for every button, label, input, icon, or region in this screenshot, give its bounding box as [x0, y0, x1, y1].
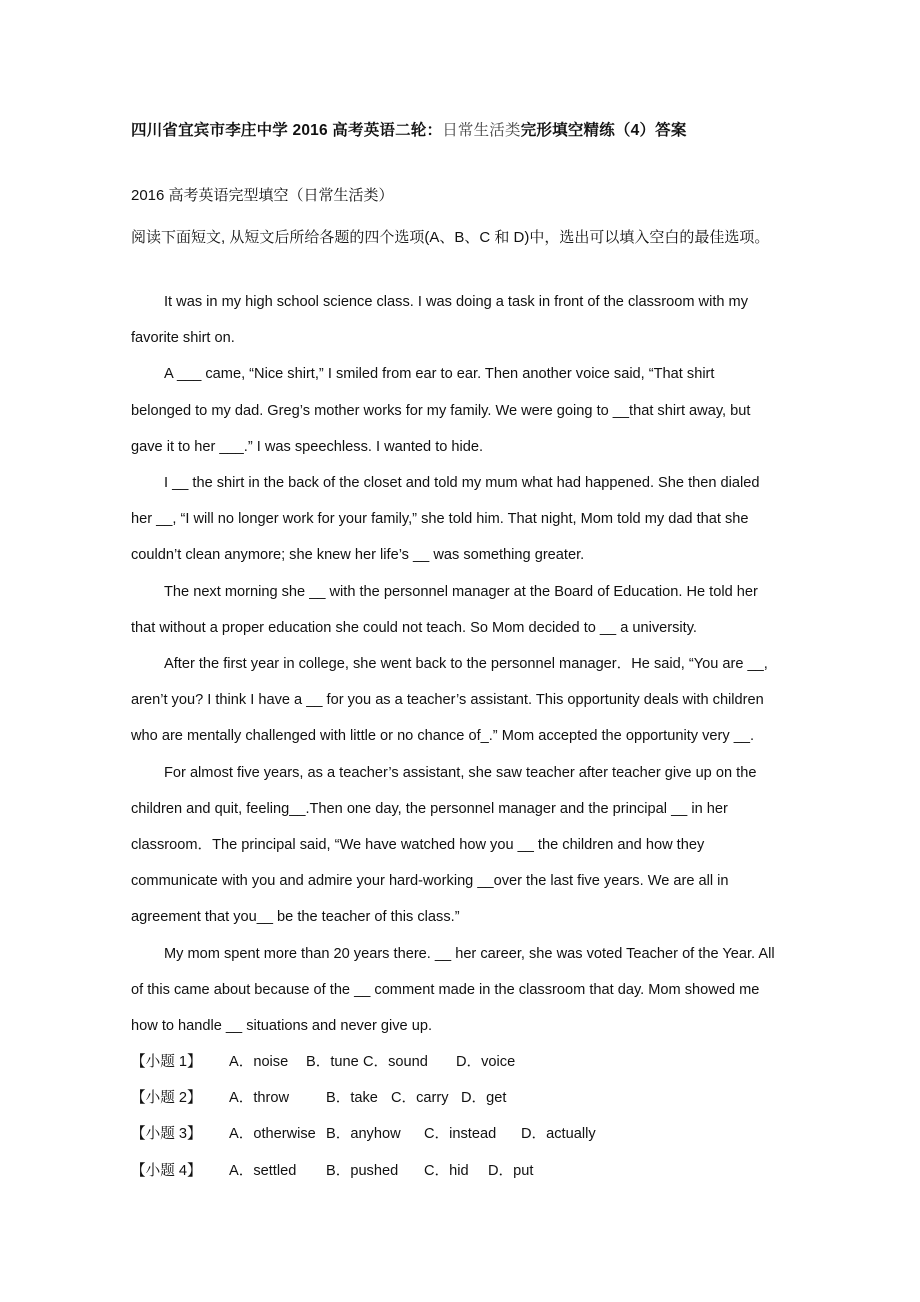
answer-option: C．carry [391, 1090, 449, 1107]
passage-line: communicate with you and admire your hard-working __over the last five years. We are all in [131, 873, 729, 890]
passage-line: belonged to my dad. Greg’s mother works for my family. We were going to __that shirt away, but [131, 402, 751, 419]
question-label: 【小题 4】 [131, 1162, 202, 1179]
passage-line: couldn’t clean anymore; she knew her life’s __ was something greater. [131, 547, 585, 564]
passage-line: I __ the shirt in the back of the closet and told my mum what had happened. She then dialed [164, 475, 760, 492]
answer-option: C．instead [424, 1126, 497, 1143]
passage-line: children and quit, feeling__.Then one day, the personnel manager and the principal __ in her [131, 800, 728, 817]
answer-option: A．throw [229, 1090, 290, 1107]
answer-option: D．voice [456, 1054, 516, 1070]
passage-paragraph [131, 936, 793, 1045]
passage-line: that without a proper education she could not teach. So Mom decided to __ a university. [131, 619, 697, 636]
answer-option: A．settled [229, 1162, 297, 1179]
passage-line: It was in my high school science class. I was doing a task in front of the classroom with my [164, 294, 748, 310]
passage-line: agreement that you__ be the teacher of this class.” [131, 909, 460, 926]
passage-paragraph [131, 356, 793, 465]
cloze-passage [131, 284, 793, 1044]
passage-paragraph [131, 646, 793, 755]
passage-line: classroom．The principal said, “We have watched how you __ the children and how they [131, 837, 705, 854]
title-part-3: 完形填空精练（4）答案 [520, 122, 687, 139]
passage-paragraph [131, 284, 793, 356]
answer-option: A．noise [229, 1054, 289, 1070]
answer-option: B．anyhow [326, 1126, 401, 1143]
passage-line: For almost five years, as a teacher’s assistant, she saw teacher after teacher give up on the [164, 764, 757, 781]
question-label: 【小题 2】 [131, 1090, 202, 1107]
answer-option: C．hid [424, 1162, 469, 1179]
passage-line: The next morning she __ with the personnel manager at the Board of Education. He told her [164, 583, 758, 600]
passage-line: gave it to her ___.” I was speechless. I wanted to hide. [131, 438, 484, 455]
answer-option: B．take [326, 1090, 378, 1107]
passage-line: how to handle __ situations and never give up. [131, 1018, 433, 1035]
answer-option: B．pushed [326, 1162, 399, 1179]
passage-line: favorite shirt on. [131, 330, 235, 347]
question-label: 【小题 3】 [131, 1126, 202, 1143]
answer-option: C．sound [363, 1054, 428, 1070]
passage-paragraph [131, 574, 793, 646]
passage-line: My mom spent more than 20 years there. __ her career, she was voted Teacher of the Year. All [164, 945, 775, 962]
passage-line: her __, “I will no longer work for your family,” she told him. That night, Mom told my dad that she [131, 511, 749, 528]
passage-line: A ___ came, “Nice shirt,” I smiled from ear to ear. Then another voice said, “That shirt [164, 366, 715, 383]
answer-option: A．otherwise [229, 1126, 316, 1143]
document-subtitle: 2016 高考英语完型填空（日常生活类） [131, 187, 394, 204]
title-part-2: 日常生活类 [442, 122, 521, 139]
answer-option: B．tune [306, 1054, 359, 1070]
question-label: 【小题 1】 [131, 1054, 202, 1070]
passage-line: After the first year in college, she went back to the personnel manager．He said, “You are __, [164, 656, 768, 673]
passage-line: of this came about because of the __ comment made in the classroom that day. Mom showed me [131, 981, 760, 998]
passage-paragraph [131, 755, 793, 936]
passage-line: who are mentally challenged with little or no chance of_.” Mom accepted the opportunity very __. [131, 728, 755, 745]
title-part-1: 四川省宜宾市李庄中学 2016 高考英语二轮： [131, 122, 443, 139]
answer-option: D．put [488, 1162, 534, 1179]
answer-option: D．actually [521, 1126, 596, 1143]
instructions-text: 阅读下面短文, 从短文后所给各题的四个选项(A、B、C 和 D)中，选出可以填入空白的最佳选项。 [131, 229, 770, 246]
document-title [131, 118, 687, 140]
answer-option: D．get [461, 1090, 507, 1107]
passage-paragraph [131, 465, 793, 574]
passage-line: aren’t you? I think I have a __ for you as a teacher’s assistant. This opportunity deals with children [131, 692, 764, 709]
